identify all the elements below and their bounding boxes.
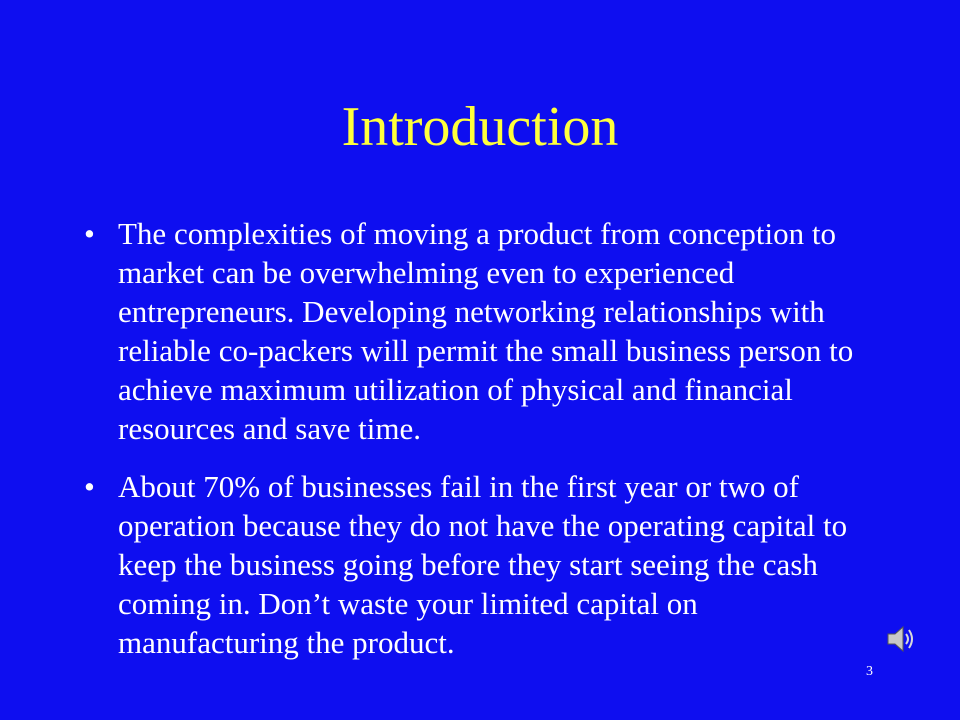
- bullet-item: [80, 214, 880, 448]
- slide-number: 3: [866, 664, 873, 679]
- bullet-marker: •: [84, 469, 95, 504]
- bullet-text: The complexities of moving a product from conception to market can be overwhelming even to experienced entrepreneurs. Developing networking relationships with reliable co-packers will permit the small business person to achieve maximum utilization of physical and financial resources and save time.: [118, 216, 854, 446]
- speaker-icon[interactable]: [884, 622, 918, 656]
- bullet-item: [80, 467, 880, 662]
- bullet-text: About 70% of businesses fail in the first year or two of operation because they do not have the operating capital to keep the business going before they start seeing the cash coming in. Don’t waste your limited capital on manufacturing the product.: [118, 469, 848, 660]
- slide-title: Introduction: [341, 96, 619, 158]
- bullet-marker: •: [84, 216, 95, 251]
- bullet-list: [80, 214, 880, 662]
